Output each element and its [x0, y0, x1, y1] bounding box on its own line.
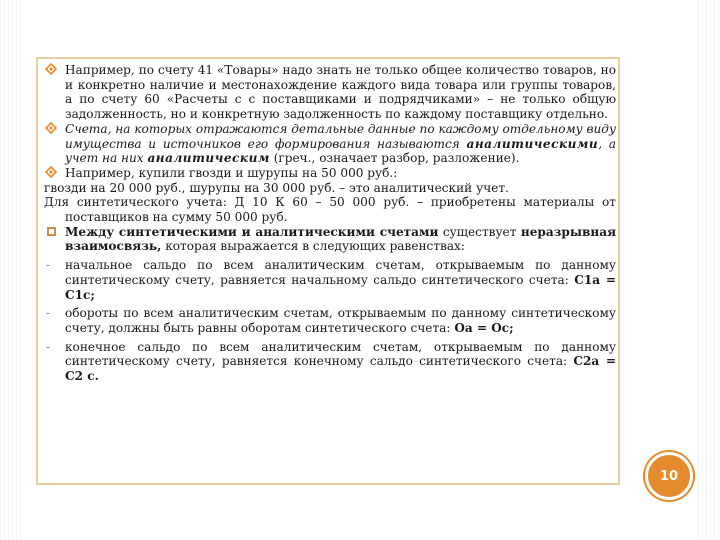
- bullet-item-1: [44, 63, 616, 122]
- example-line-synthetic: Для синтетического учета: Д 10 К 60 – 50 000 руб. – приобретены материалы от поставщиков на сумму 50 000 руб.: [44, 195, 616, 225]
- italic-connector: , а учет на них: [65, 136, 616, 166]
- bullet-text: [65, 122, 616, 166]
- dash-text: обороты по всем аналитическим счетам, открываемым по данному синтетическому счету, должны быть равны оборотам синтетического счета: Оа = Ос;: [65, 306, 616, 335]
- dash-marker: -: [46, 258, 51, 273]
- diamond-bullet-icon: [44, 166, 58, 180]
- slide-content: [44, 63, 616, 384]
- dash-item-1: [44, 258, 616, 302]
- right-decorative-stripe: [698, 0, 720, 540]
- italic-definition: Счета, на которых отражаются детальные данные по каждому отдельному виду имущества и источников его формирования называются: [65, 121, 616, 151]
- diamond-bullet-icon: [44, 122, 58, 136]
- formula-closing-balance: С2а = С2 с.: [65, 354, 616, 384]
- dash-marker: -: [46, 306, 51, 321]
- formula-turnover: Оа = Ос;: [454, 320, 514, 335]
- term-analytical-accounting: аналитическим: [147, 151, 270, 166]
- term-link: Между синтетическими и аналитическими счетами: [65, 224, 439, 239]
- etymology-note: (греч., означает разбор, разложение).: [269, 151, 520, 166]
- example-line-nails: гвозди на 20 000 руб., шурупы на 30 000 руб. – это аналитический учет.: [44, 180, 509, 195]
- formula-opening-balance: С1а = С1с;: [65, 272, 616, 302]
- left-decorative-stripe: [0, 0, 22, 540]
- bullet-item-3: [44, 166, 616, 181]
- bullet-text: Например, по счету 41 «Товары» надо знать не только общее количество товаров, но и конкретно наличие и местонахождение каждого вида товара или группы товаров, а по счету 60 «Расчеты с с поставщиками и подрядчиками» – не только общую задолженность, но и конкретную задолженность по каждому поставщику отдельно.: [65, 63, 616, 122]
- bullet-item-4: [44, 225, 616, 254]
- dash-marker: -: [46, 339, 51, 354]
- term-analytical-accounts: аналитическими: [466, 136, 599, 151]
- term-inseparable: неразрывная взаимосвязь,: [65, 224, 617, 254]
- square-bullet-icon: [47, 227, 56, 236]
- dash-item-2: [44, 306, 616, 335]
- dash-text: конечное сальдо по всем аналитическим счетам, открываемым по данному синтетическому счету, равняется конечному сальдо синтетического счета: С2а = С2 с.: [65, 339, 616, 384]
- dash-text: начальное сальдо по всем аналитическим счетам, открываемым по данному синтетическому счету, равняется начальному сальдо синтетического счета: С1а = С1с;: [65, 258, 616, 302]
- bullet-text: Например, купили гвозди и шурупы на 50 000 руб.:: [65, 165, 398, 180]
- page-number-badge: 10: [645, 452, 693, 500]
- bullet-item-2: [44, 122, 616, 166]
- diamond-bullet-icon: [44, 63, 58, 77]
- dash-item-3: [44, 340, 616, 384]
- bullet-text: Между синтетическими и аналитическими счетами существует неразрывная взаимосвязь, которая выражается в следующих равенствах:: [65, 224, 617, 254]
